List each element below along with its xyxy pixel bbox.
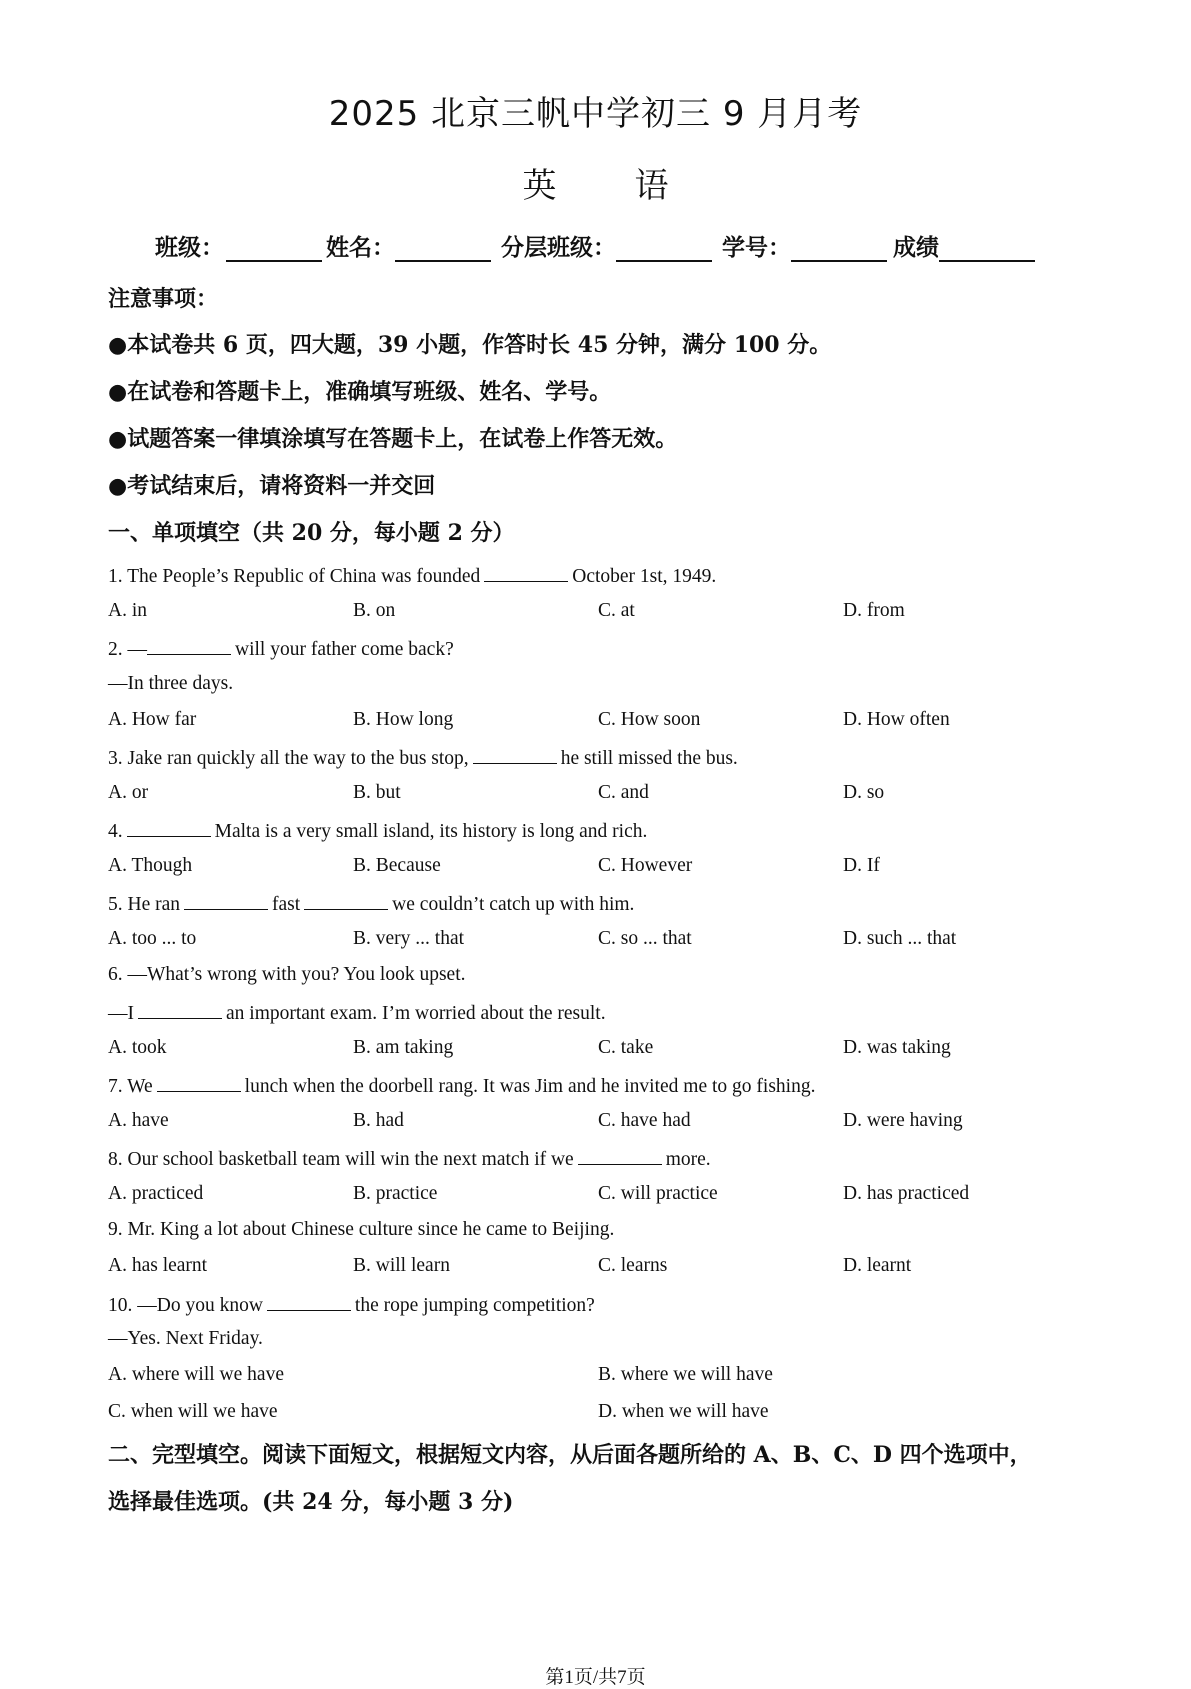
question-text: 5. He ran [108,894,181,915]
option-a: A. has learnt [108,1255,208,1276]
subject-char-2: 语 [634,166,669,206]
answer-blank [473,745,557,764]
question-5 [108,891,634,916]
question-3 [108,745,738,770]
question-10 [108,1292,595,1317]
option-d: D. were having [843,1110,963,1131]
option-d: D. was taking [843,1037,951,1058]
name-field [326,229,495,262]
score-label: 成绩 [893,235,939,261]
level-blank[interactable] [616,236,712,262]
id-field [716,229,891,262]
answer-blank [127,818,211,837]
option-c: C. take [598,1037,654,1058]
option-d: D. when we will have [598,1401,769,1422]
option-b: B. am taking [353,1037,454,1058]
name-label: 姓名： [326,235,395,261]
answer-blank [267,1292,351,1311]
question-text: 2. — [108,639,147,660]
option-b: B. on [353,600,396,621]
option-d: D. has practiced [843,1183,970,1204]
section-2-heading: 二、完型填空。阅读下面短文，根据短文内容，从后面各题所给的 A、B、C、D 四个选项中， [108,1442,1032,1468]
option-a: A. have [108,1110,169,1131]
class-blank[interactable] [226,236,322,262]
option-b: B. practice [353,1183,438,1204]
option-c: C. will practice [598,1183,718,1204]
question-8 [108,1146,711,1171]
name-blank[interactable] [395,236,491,262]
id-label: 学号： [722,235,791,261]
question-text: 1. The People’s Republic of China was founded [108,566,481,587]
option-d: D. so [843,782,885,803]
option-d: D. from [843,600,905,621]
notice-item: ●考试结束后，请将资料一并交回 [108,473,436,499]
option-a: A. Though [108,855,193,876]
option-c: C. so ... that [598,928,692,949]
option-c: C. have had [598,1110,691,1131]
option-b: B. very ... that [353,928,465,949]
question-text: he still missed the bus. [560,748,738,769]
question-text: an important exam. I’m worried about the result. [226,1003,606,1024]
level-label: 分层班级： [501,235,616,261]
question-text: we couldn’t catch up with him. [392,894,635,915]
score-field [891,229,1039,262]
option-a: A. practiced [108,1183,204,1204]
page-title: 2025 北京三帆中学初三 9 月月考 [328,94,863,134]
notice-item: ●在试卷和答题卡上，准确填写班级、姓名、学号。 [108,379,612,405]
question-6-reply [108,1000,606,1025]
notice-item: ●本试卷共 6 页，四大题，39 小题，作答时长 45 分钟，满分 100 分。 [108,332,832,358]
question-2 [108,636,454,661]
option-b: B. had [353,1110,404,1131]
option-b: B. Because [353,855,441,876]
question-text: October 1st, 1949. [572,566,717,587]
option-b: B. will learn [353,1255,450,1276]
question-text: the rope jumping competition? [354,1295,595,1316]
question-text: 3. Jake ran quickly all the way to the bus stop, [108,748,469,769]
class-field [155,229,326,262]
option-a: A. How far [108,709,197,730]
question-text: 8. Our school basketball team will win the next match if we [108,1149,574,1170]
question-7 [108,1073,815,1098]
notice-item: ●试题答案一律填涂填写在答题卡上，在试卷上作答无效。 [108,426,678,452]
question-6: 6. —What’s wrong with you? You look upset. [108,964,466,985]
section-1-heading: 一、单项填空（共 20 分，每小题 2 分） [108,520,515,546]
option-a: A. took [108,1037,167,1058]
class-label: 班级： [155,235,224,261]
option-d: D. How often [843,709,950,730]
option-c: C. However [598,855,693,876]
question-1 [108,563,716,588]
answer-blank [157,1073,241,1092]
answer-blank [147,636,231,655]
option-c: C. How soon [598,709,701,730]
option-b: B. where we will have [598,1364,773,1385]
option-d: D. learnt [843,1255,912,1276]
option-a: A. or [108,782,149,803]
option-a: A. too ... to [108,928,197,949]
question-text: lunch when the doorbell rang. It was Jim and he invited me to go fishing. [244,1076,816,1097]
question-text: will your father come back? [235,639,454,660]
question-text: —I [108,1003,134,1024]
option-c: C. learns [598,1255,668,1276]
option-c: C. and [598,782,649,803]
option-b: B. but [353,782,401,803]
question-2-reply: —In three days. [108,673,234,694]
option-a: A. where will we have [108,1364,284,1385]
answer-blank [484,563,568,582]
option-c: C. at [598,600,635,621]
question-text: 10. —Do you know [108,1295,263,1316]
question-text: more. [665,1149,711,1170]
answer-blank [304,891,388,910]
question-text: 4. [108,821,123,842]
answer-blank [578,1146,662,1165]
answer-blank [184,891,268,910]
section-2-heading-cont: 选择最佳选项。(共 24 分，每小题 3 分) [108,1489,514,1515]
option-d: D. If [843,855,880,876]
subject-title [0,158,1191,207]
student-info-row [155,230,1039,262]
option-c: C. when will we have [108,1401,278,1422]
id-blank[interactable] [791,236,887,262]
question-4 [108,818,647,843]
score-blank[interactable] [939,236,1035,262]
question-10-reply: —Yes. Next Friday. [108,1328,263,1349]
level-field [495,229,716,262]
option-d: D. such ... that [843,928,957,949]
answer-blank [138,1000,222,1019]
option-a: A. in [108,600,147,621]
question-text: fast [272,894,301,915]
question-text: 7. We [108,1076,153,1097]
notice-heading: 注意事项： [108,286,219,312]
question-text: Malta is a very small island, its history is long and rich. [214,821,648,842]
option-b: B. How long [353,709,454,730]
question-9: 9. Mr. King a lot about Chinese culture since he came to Beijing. [108,1219,615,1240]
page-number: 第1页/共7页 [545,1667,646,1688]
subject-char-1: 英 [522,166,557,206]
